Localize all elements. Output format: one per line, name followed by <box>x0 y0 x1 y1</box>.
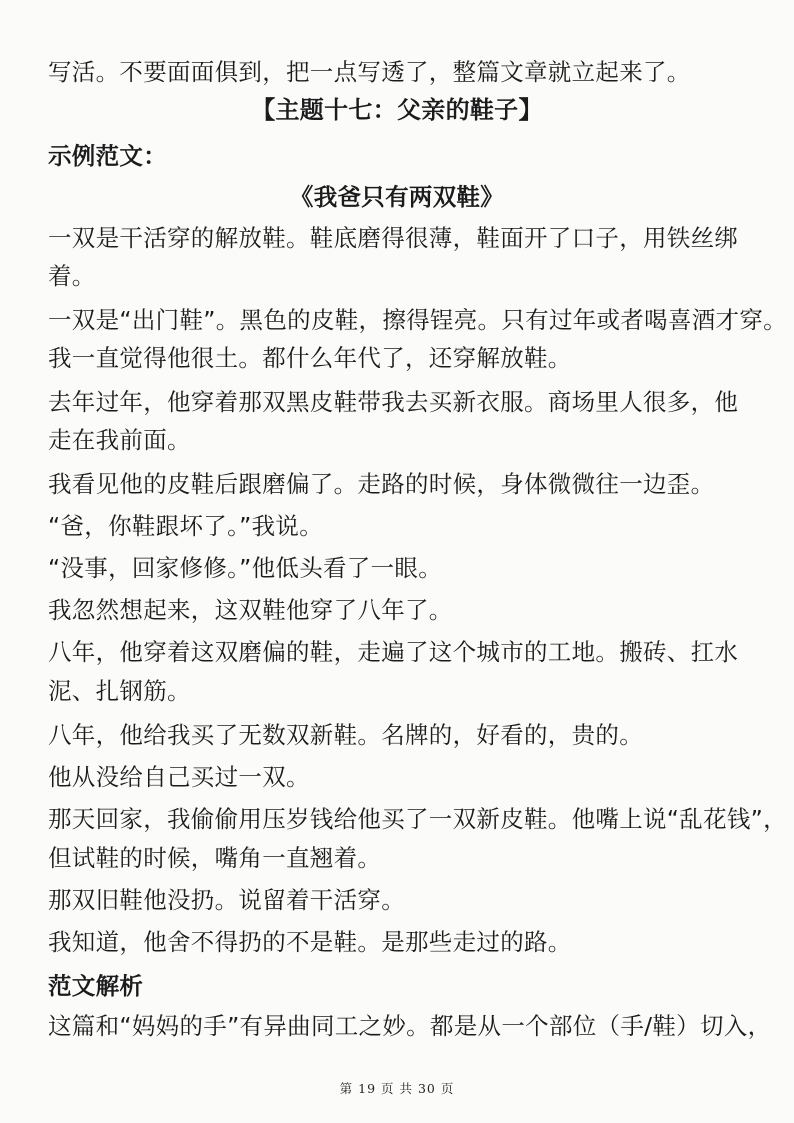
paragraph-line: 泥、扎钢筋。 <box>48 677 191 705</box>
paragraph-line: 走在我前面。 <box>48 426 191 454</box>
paragraph-line: 着。 <box>48 262 96 290</box>
paragraph-line: 我忽然想起来，这双鞋他穿了八年了。 <box>48 596 453 624</box>
essay-title: 《我爸只有两双鞋》 <box>289 183 505 211</box>
paragraph-line: 我知道，他舍不得扔的不是鞋。是那些走过的路。 <box>48 928 572 956</box>
paragraph-line: 去年过年，他穿着那双黑皮鞋带我去买新衣服。商场里人很多，他 <box>48 388 739 416</box>
paragraph-line: 我一直觉得他很土。都什么年代了，还穿解放鞋。 <box>48 344 572 372</box>
topic-heading: 【主题十七：父亲的鞋子】 <box>251 96 543 124</box>
paragraph-line: “没事，回家修修。”他低头看了一眼。 <box>48 554 442 582</box>
paragraph-line: 那双旧鞋他没扔。说留着干活穿。 <box>48 886 405 914</box>
paragraph-line: 我看见他的皮鞋后跟磨偏了。走路的时候，身体微微往一边歪。 <box>48 470 715 498</box>
paragraph-line: 一双是干活穿的解放鞋。鞋底磨得很薄，鞋面开了口子，用铁丝绑 <box>48 224 739 252</box>
paragraph-line: 这篇和“妈妈的手”有异曲同工之妙。都是从一个部位（手/鞋）切入， <box>48 1012 772 1040</box>
text-line-continuation: 写活。不要面面俱到，把一点写透了，整篇文章就立起来了。 <box>48 58 691 86</box>
paragraph-line: 一双是“出门鞋”。黑色的皮鞋，擦得锃亮。只有过年或者喝喜酒才穿。 <box>48 306 787 334</box>
page-number-footer: 第 19 页 共 30 页 <box>339 1081 455 1096</box>
paragraph-line: 那天回家，我偷偷用压岁钱给他买了一双新皮鞋。他嘴上说“乱花钱”， <box>48 805 787 833</box>
paragraph-line: 但试鞋的时候，嘴角一直翘着。 <box>48 844 382 872</box>
section-label-example: 示例范文： <box>48 142 167 170</box>
paragraph-line: 八年，他给我买了无数双新鞋。名牌的，好看的，贵的。 <box>48 721 643 749</box>
paragraph-line: “爸，你鞋跟坏了。”我说。 <box>48 512 323 540</box>
paragraph-line: 八年，他穿着这双磨偏的鞋，走遍了这个城市的工地。搬砖、扛水 <box>48 638 739 666</box>
paragraph-line: 他从没给自己买过一双。 <box>48 763 310 791</box>
section-label-analysis: 范文解析 <box>48 972 144 1000</box>
